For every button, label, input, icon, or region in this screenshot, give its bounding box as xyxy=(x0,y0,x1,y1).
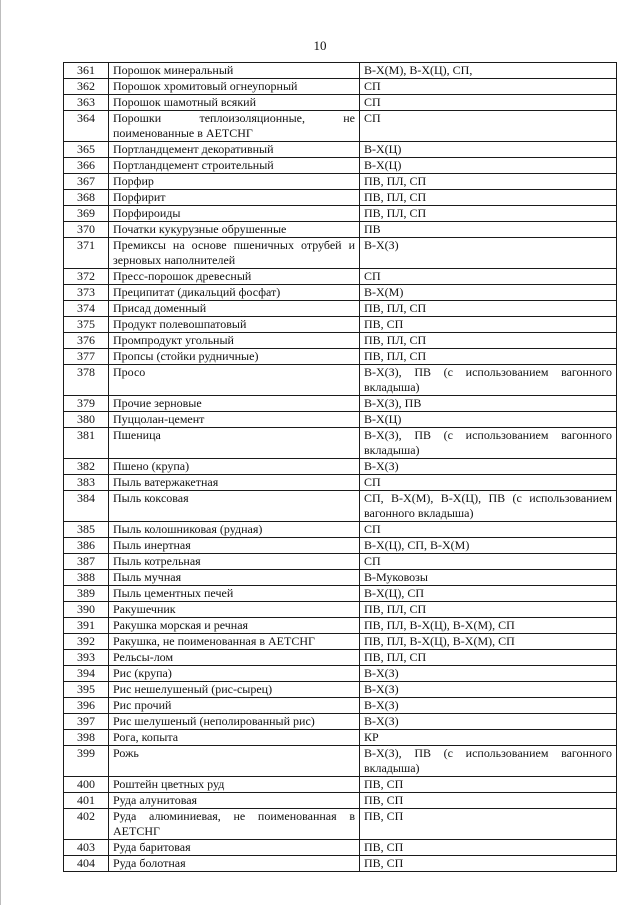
table-row xyxy=(64,142,617,158)
row-number: 401 xyxy=(64,793,109,809)
transport-mode: ПВ, ПЛ, СП xyxy=(360,349,617,365)
transport-mode: В-Х(Ц) xyxy=(360,142,617,158)
transport-mode: В-Х(З) xyxy=(360,666,617,682)
table-row xyxy=(64,856,617,872)
transport-mode: СП xyxy=(360,79,617,95)
transport-mode: В-Х(Ц) xyxy=(360,158,617,174)
table-row xyxy=(64,63,617,79)
transport-mode: ПВ, ПЛ, В-Х(Ц), В-Х(М), СП xyxy=(360,618,617,634)
row-number: 392 xyxy=(64,634,109,650)
transport-mode: ПВ, ПЛ, СП xyxy=(360,301,617,317)
table-row xyxy=(64,698,617,714)
table-row xyxy=(64,618,617,634)
table-row xyxy=(64,459,617,475)
cargo-name: Пыль ватержакетная xyxy=(109,475,360,491)
cargo-name: Ракушка, не поименованная в АЕТСНГ xyxy=(109,634,360,650)
row-number: 383 xyxy=(64,475,109,491)
transport-mode: ПВ, ПЛ, СП xyxy=(360,602,617,618)
transport-mode: ПВ, ПЛ, СП xyxy=(360,206,617,222)
table-row xyxy=(64,840,617,856)
row-number: 362 xyxy=(64,79,109,95)
cargo-name: Порфироиды xyxy=(109,206,360,222)
cargo-name: Ракушечник xyxy=(109,602,360,618)
transport-mode: КР xyxy=(360,730,617,746)
cargo-name: Прочие зерновые xyxy=(109,396,360,412)
row-number: 386 xyxy=(64,538,109,554)
row-number: 379 xyxy=(64,396,109,412)
row-number: 377 xyxy=(64,349,109,365)
table-row xyxy=(64,666,617,682)
table-row xyxy=(64,206,617,222)
row-number: 396 xyxy=(64,698,109,714)
cargo-name: Пшеница xyxy=(109,428,360,459)
row-number: 387 xyxy=(64,554,109,570)
cargo-name: Промпродукт угольный xyxy=(109,333,360,349)
row-number: 361 xyxy=(64,63,109,79)
table-row xyxy=(64,317,617,333)
table-row xyxy=(64,222,617,238)
row-number: 381 xyxy=(64,428,109,459)
row-number: 388 xyxy=(64,570,109,586)
transport-mode: ПВ, ПЛ, СП xyxy=(360,650,617,666)
table-row xyxy=(64,793,617,809)
table-row xyxy=(64,522,617,538)
cargo-name: Порошок шамотный всякий xyxy=(109,95,360,111)
table-row xyxy=(64,570,617,586)
table-row xyxy=(64,634,617,650)
table-row xyxy=(64,777,617,793)
table-row xyxy=(64,269,617,285)
transport-mode: СП, В-Х(М), В-Х(Ц), ПВ (с использованием вагонного вкладыша) xyxy=(360,491,617,522)
cargo-name: Премиксы на основе пшеничных отрубей и зерновых наполнителей xyxy=(109,238,360,269)
transport-mode: В-Х(З), ПВ xyxy=(360,396,617,412)
row-number: 368 xyxy=(64,190,109,206)
row-number: 375 xyxy=(64,317,109,333)
cargo-name: Руда болотная xyxy=(109,856,360,872)
row-number: 389 xyxy=(64,586,109,602)
table-row xyxy=(64,730,617,746)
row-number: 369 xyxy=(64,206,109,222)
cargo-name: Пыль котрельная xyxy=(109,554,360,570)
table-row xyxy=(64,602,617,618)
cargo-name: Рис нешелушеный (рис-сырец) xyxy=(109,682,360,698)
transport-mode: ПВ xyxy=(360,222,617,238)
table-row xyxy=(64,428,617,459)
transport-mode: СП xyxy=(360,475,617,491)
row-number: 404 xyxy=(64,856,109,872)
scan-edge xyxy=(0,0,1,905)
table-row xyxy=(64,491,617,522)
table-row xyxy=(64,158,617,174)
cargo-name: Пресс-порошок древесный xyxy=(109,269,360,285)
transport-mode: В-Х(З), ПВ (с использованием вагонного вкладыша) xyxy=(360,428,617,459)
row-number: 382 xyxy=(64,459,109,475)
row-number: 376 xyxy=(64,333,109,349)
cargo-name: Порфир xyxy=(109,174,360,190)
cargo-name: Присад доменный xyxy=(109,301,360,317)
transport-mode: В-Х(Ц), СП xyxy=(360,586,617,602)
transport-mode: СП xyxy=(360,269,617,285)
row-number: 367 xyxy=(64,174,109,190)
table-row xyxy=(64,333,617,349)
table-row xyxy=(64,285,617,301)
row-number: 370 xyxy=(64,222,109,238)
row-number: 380 xyxy=(64,412,109,428)
transport-mode: СП xyxy=(360,111,617,142)
transport-mode: ПВ, СП xyxy=(360,809,617,840)
cargo-name: Рис шелушеный (неполированный рис) xyxy=(109,714,360,730)
table-row xyxy=(64,586,617,602)
transport-mode: В-Х(Ц), СП, В-Х(М) xyxy=(360,538,617,554)
cargo-name: Ракушка морская и речная xyxy=(109,618,360,634)
cargo-name: Пыль инертная xyxy=(109,538,360,554)
transport-mode: В-Х(З) xyxy=(360,714,617,730)
transport-mode: В-Х(М) xyxy=(360,285,617,301)
row-number: 397 xyxy=(64,714,109,730)
transport-mode: СП xyxy=(360,554,617,570)
table-row xyxy=(64,809,617,840)
table-row xyxy=(64,365,617,396)
cargo-name: Початки кукурузные обрушенные xyxy=(109,222,360,238)
table-row xyxy=(64,238,617,269)
row-number: 378 xyxy=(64,365,109,396)
table-row xyxy=(64,682,617,698)
transport-mode: В-Х(Ц) xyxy=(360,412,617,428)
cargo-name: Портландцемент строительный xyxy=(109,158,360,174)
cargo-name: Рис прочий xyxy=(109,698,360,714)
transport-mode: СП xyxy=(360,522,617,538)
row-number: 363 xyxy=(64,95,109,111)
row-number: 366 xyxy=(64,158,109,174)
row-number: 373 xyxy=(64,285,109,301)
cargo-name: Рельсы-лом xyxy=(109,650,360,666)
cargo-table-body xyxy=(64,63,617,872)
cargo-name: Пшено (крупа) xyxy=(109,459,360,475)
transport-mode: ПВ, ПЛ, СП xyxy=(360,190,617,206)
transport-mode: В-Муковозы xyxy=(360,570,617,586)
transport-mode: ПВ, ПЛ, СП xyxy=(360,333,617,349)
table-row xyxy=(64,538,617,554)
cargo-name: Порошок минеральный xyxy=(109,63,360,79)
table-row xyxy=(64,554,617,570)
transport-mode: ПВ, ПЛ, В-Х(Ц), В-Х(М), СП xyxy=(360,634,617,650)
cargo-name: Преципитат (дикальций фосфат) xyxy=(109,285,360,301)
table-row xyxy=(64,650,617,666)
cargo-name: Руда баритовая xyxy=(109,840,360,856)
row-number: 374 xyxy=(64,301,109,317)
row-number: 391 xyxy=(64,618,109,634)
transport-mode: ПВ, СП xyxy=(360,317,617,333)
cargo-name: Порошки теплоизоляционные, не поименованные в АЕТСНГ xyxy=(109,111,360,142)
cargo-name: Пыль коксовая xyxy=(109,491,360,522)
transport-mode: СП xyxy=(360,95,617,111)
cargo-name: Рожь xyxy=(109,746,360,777)
transport-mode: ПВ, ПЛ, СП xyxy=(360,174,617,190)
cargo-name: Пропсы (стойки рудничные) xyxy=(109,349,360,365)
table-row xyxy=(64,475,617,491)
transport-mode: В-Х(З) xyxy=(360,698,617,714)
table-row xyxy=(64,746,617,777)
row-number: 402 xyxy=(64,809,109,840)
row-number: 384 xyxy=(64,491,109,522)
cargo-name: Рога, копыта xyxy=(109,730,360,746)
table-row xyxy=(64,174,617,190)
cargo-name: Руда алюминиевая, не поименованная в АЕТСНГ xyxy=(109,809,360,840)
cargo-name: Пыль колошниковая (рудная) xyxy=(109,522,360,538)
table-row xyxy=(64,714,617,730)
row-number: 394 xyxy=(64,666,109,682)
row-number: 393 xyxy=(64,650,109,666)
table-row xyxy=(64,301,617,317)
transport-mode: В-Х(З) xyxy=(360,459,617,475)
transport-mode: ПВ, СП xyxy=(360,793,617,809)
row-number: 371 xyxy=(64,238,109,269)
cargo-name: Порфирит xyxy=(109,190,360,206)
table-row xyxy=(64,349,617,365)
table-row xyxy=(64,95,617,111)
table-row xyxy=(64,79,617,95)
cargo-name: Пыль цементных печей xyxy=(109,586,360,602)
cargo-name: Рис (крупа) xyxy=(109,666,360,682)
row-number: 365 xyxy=(64,142,109,158)
table-row xyxy=(64,111,617,142)
page-number: 10 xyxy=(313,38,327,53)
transport-mode: ПВ, СП xyxy=(360,856,617,872)
transport-mode: В-Х(З) xyxy=(360,682,617,698)
transport-mode: В-Х(М), В-Х(Ц), СП, xyxy=(360,63,617,79)
cargo-name: Продукт полевошпатовый xyxy=(109,317,360,333)
cargo-name: Пыль мучная xyxy=(109,570,360,586)
table-row xyxy=(64,396,617,412)
transport-mode: В-Х(З) xyxy=(360,238,617,269)
row-number: 395 xyxy=(64,682,109,698)
transport-mode: ПВ, СП xyxy=(360,777,617,793)
cargo-name: Пуццолан-цемент xyxy=(109,412,360,428)
table-row xyxy=(64,412,617,428)
cargo-name: Руда алунитовая xyxy=(109,793,360,809)
transport-mode: В-Х(З), ПВ (с использованием вагонного вкладыша) xyxy=(360,746,617,777)
row-number: 398 xyxy=(64,730,109,746)
row-number: 372 xyxy=(64,269,109,285)
cargo-name: Портландцемент декоративный xyxy=(109,142,360,158)
transport-mode: ПВ, СП xyxy=(360,840,617,856)
cargo-table xyxy=(63,62,617,872)
row-number: 385 xyxy=(64,522,109,538)
transport-mode: В-Х(З), ПВ (с использованием вагонного вкладыша) xyxy=(360,365,617,396)
row-number: 390 xyxy=(64,602,109,618)
table-row xyxy=(64,190,617,206)
cargo-name: Порошок хромитовый огнеупорный xyxy=(109,79,360,95)
row-number: 400 xyxy=(64,777,109,793)
cargo-name: Роштейн цветных руд xyxy=(109,777,360,793)
cargo-name: Просо xyxy=(109,365,360,396)
row-number: 364 xyxy=(64,111,109,142)
row-number: 403 xyxy=(64,840,109,856)
row-number: 399 xyxy=(64,746,109,777)
